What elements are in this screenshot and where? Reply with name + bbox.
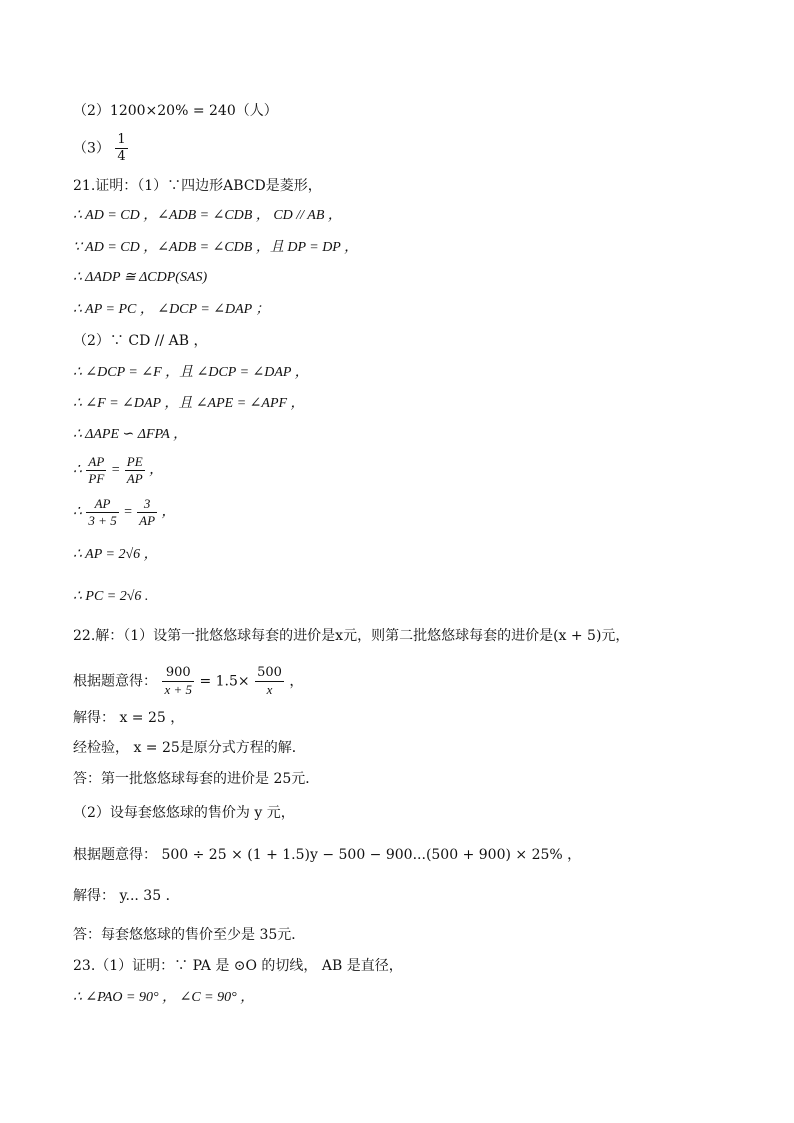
denominator: PF bbox=[88, 471, 105, 486]
line-prefix: ∴ bbox=[73, 462, 82, 478]
text-line bbox=[73, 665, 303, 698]
line-prefix: 根据题意得： bbox=[73, 673, 157, 690]
denominator: 4 bbox=[117, 149, 126, 164]
denominator: AP bbox=[126, 471, 143, 486]
fraction bbox=[162, 665, 194, 698]
denominator: x + 5 bbox=[164, 682, 192, 697]
text-line: 解得： x = 25 ， bbox=[73, 710, 185, 726]
text-line: 答：每套悠悠球的售价至少是 35元． bbox=[73, 927, 306, 943]
numerator: 500 bbox=[257, 665, 282, 680]
text-line bbox=[73, 132, 129, 165]
text-line: ∴ AD = CD ，∠ADB = ∠CDB ， CD // AB ， bbox=[73, 208, 342, 223]
denominator: 3 + 5 bbox=[88, 513, 117, 528]
text-line: ∴ ΔADP ≅ ΔCDP(SAS) bbox=[73, 270, 208, 285]
text-line: 答：第一批悠悠球每套的进价是 25元． bbox=[73, 771, 320, 787]
text-line: 21.证明：（1）∵四边形ABCD是菱形， bbox=[73, 178, 322, 194]
numerator: 1 bbox=[117, 132, 126, 147]
denominator: x bbox=[266, 682, 273, 697]
fraction bbox=[115, 132, 127, 165]
equals-sign: = bbox=[123, 504, 137, 520]
denominator: AP bbox=[139, 513, 156, 528]
text-line: （2）1200×20% = 240（人） bbox=[73, 103, 278, 119]
text-line: 22.解：（1）设第一批悠悠球每套的进价是x元，则第二批悠悠球每套的进价是(x + 5)元， bbox=[73, 628, 630, 644]
line-prefix: （3） bbox=[73, 140, 110, 157]
text-line: ∴ AP = 2√6 ， bbox=[73, 547, 158, 562]
fraction bbox=[255, 665, 284, 698]
text-line bbox=[73, 496, 176, 529]
numerator: PE bbox=[126, 454, 143, 469]
text-line: ∴ ∠PAO = 90° ， ∠C = 90° ， bbox=[73, 990, 255, 1005]
text-line: ∴ ΔAPE ∽ ΔFPA ， bbox=[73, 427, 188, 442]
text-line: （2）∵ CD // AB ， bbox=[73, 333, 208, 349]
text-line: ∵ AD = CD ，∠ADB = ∠CDB ，且 DP = DP ， bbox=[73, 240, 359, 255]
text-line: 23.（1）证明：∵ PA 是 ⊙O 的切线， AB 是直径， bbox=[73, 958, 403, 974]
text-line: ∴ PC = 2√6 . bbox=[73, 589, 149, 604]
text-line: ∴ ∠F = ∠DAP ，且 ∠APE = ∠APF ， bbox=[73, 396, 305, 411]
fraction bbox=[137, 496, 157, 529]
text-line bbox=[73, 454, 163, 487]
text-line: ∴ AP = PC ， ∠DCP = ∠DAP ； bbox=[73, 302, 270, 317]
text-line: 根据题意得： 500 ÷ 25 × (1 + 1.5)y − 500 − 900...(500 + 900) × 25% ， bbox=[73, 847, 582, 863]
comma: ， bbox=[289, 673, 304, 690]
text-line: （2）设每套悠悠球的售价为 y 元， bbox=[73, 805, 295, 821]
comma: ， bbox=[161, 504, 176, 520]
text-line: ∴ ∠DCP = ∠F ，且 ∠DCP = ∠DAP ， bbox=[73, 365, 309, 380]
equation-middle: = 1.5× bbox=[199, 673, 255, 690]
fraction bbox=[86, 496, 118, 529]
numerator: 3 bbox=[137, 496, 157, 513]
text-line: 经检验， x = 25是原分式方程的解． bbox=[73, 740, 306, 756]
numerator: AP bbox=[88, 454, 105, 469]
equals-sign: = bbox=[110, 462, 124, 478]
numerator: 900 bbox=[162, 665, 194, 682]
fraction bbox=[86, 454, 106, 487]
text-line: 解得： y... 35 ． bbox=[73, 888, 180, 904]
comma: ， bbox=[149, 462, 164, 478]
line-prefix: ∴ bbox=[73, 504, 82, 520]
fraction bbox=[125, 454, 145, 487]
numerator: AP bbox=[86, 496, 118, 513]
